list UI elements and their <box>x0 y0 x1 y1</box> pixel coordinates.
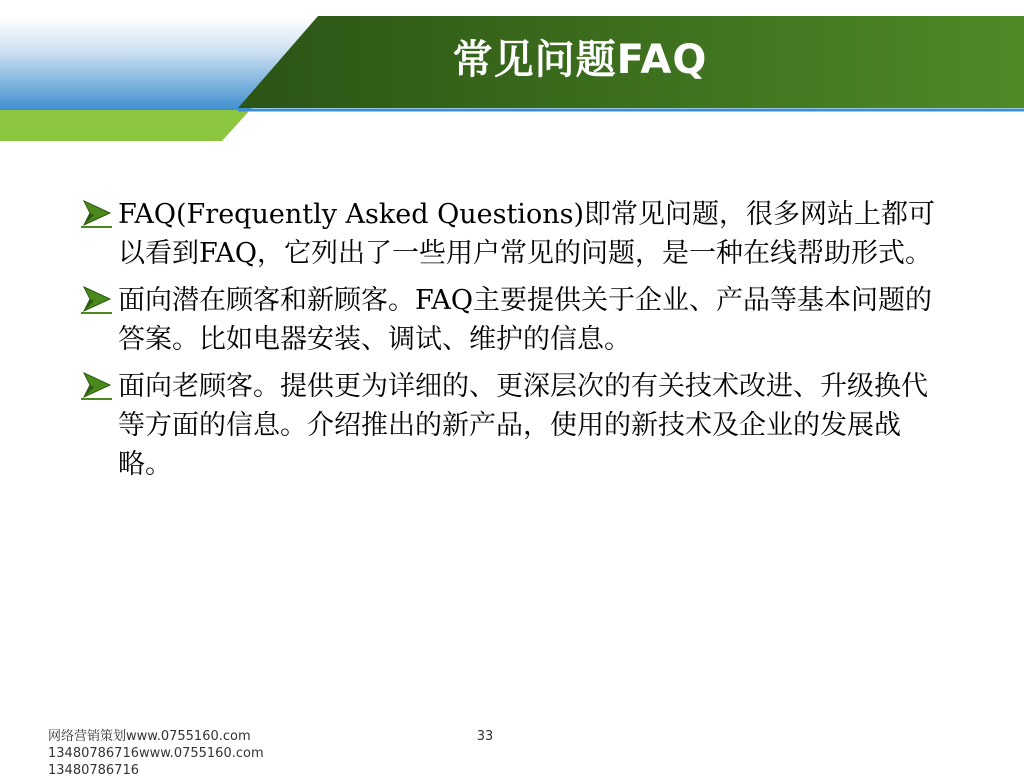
bullet-text: 面向老顾客。提供更为详细的、更深层次的有关技术改进、升级换代等方面的信息。介绍推出的新产品，使用的新技术及企业的发展战略。 <box>118 371 928 480</box>
arrow-bullet-icon <box>80 198 114 228</box>
bullet-item <box>80 195 960 273</box>
bullet-item <box>80 367 960 484</box>
bullet-text: FAQ(Frequently Asked Questions)即常见问题，很多网站上都可以看到FAQ，它列出了一些用户常见的问题，是一种在线帮助形式。 <box>118 199 935 269</box>
bullet-item <box>80 281 960 359</box>
footer-line: 网络营销策划www.0755160.com <box>48 729 251 744</box>
slide-title: 常见问题FAQ <box>452 37 708 83</box>
page-number: 33 <box>476 729 494 744</box>
footer-line: 13480786716www.0755160.com <box>48 746 264 761</box>
lime-stripe <box>0 110 250 141</box>
bullet-text: 面向潜在顾客和新顾客。FAQ主要提供关于企业、产品等基本问题的答案。比如电器安装、调试、维护的信息。 <box>118 285 933 355</box>
arrow-bullet-icon <box>80 370 114 400</box>
footer-contact <box>48 728 348 779</box>
bullet-list <box>80 195 960 492</box>
footer-line: 13480786716 <box>48 763 139 778</box>
arrow-bullet-icon <box>80 284 114 314</box>
